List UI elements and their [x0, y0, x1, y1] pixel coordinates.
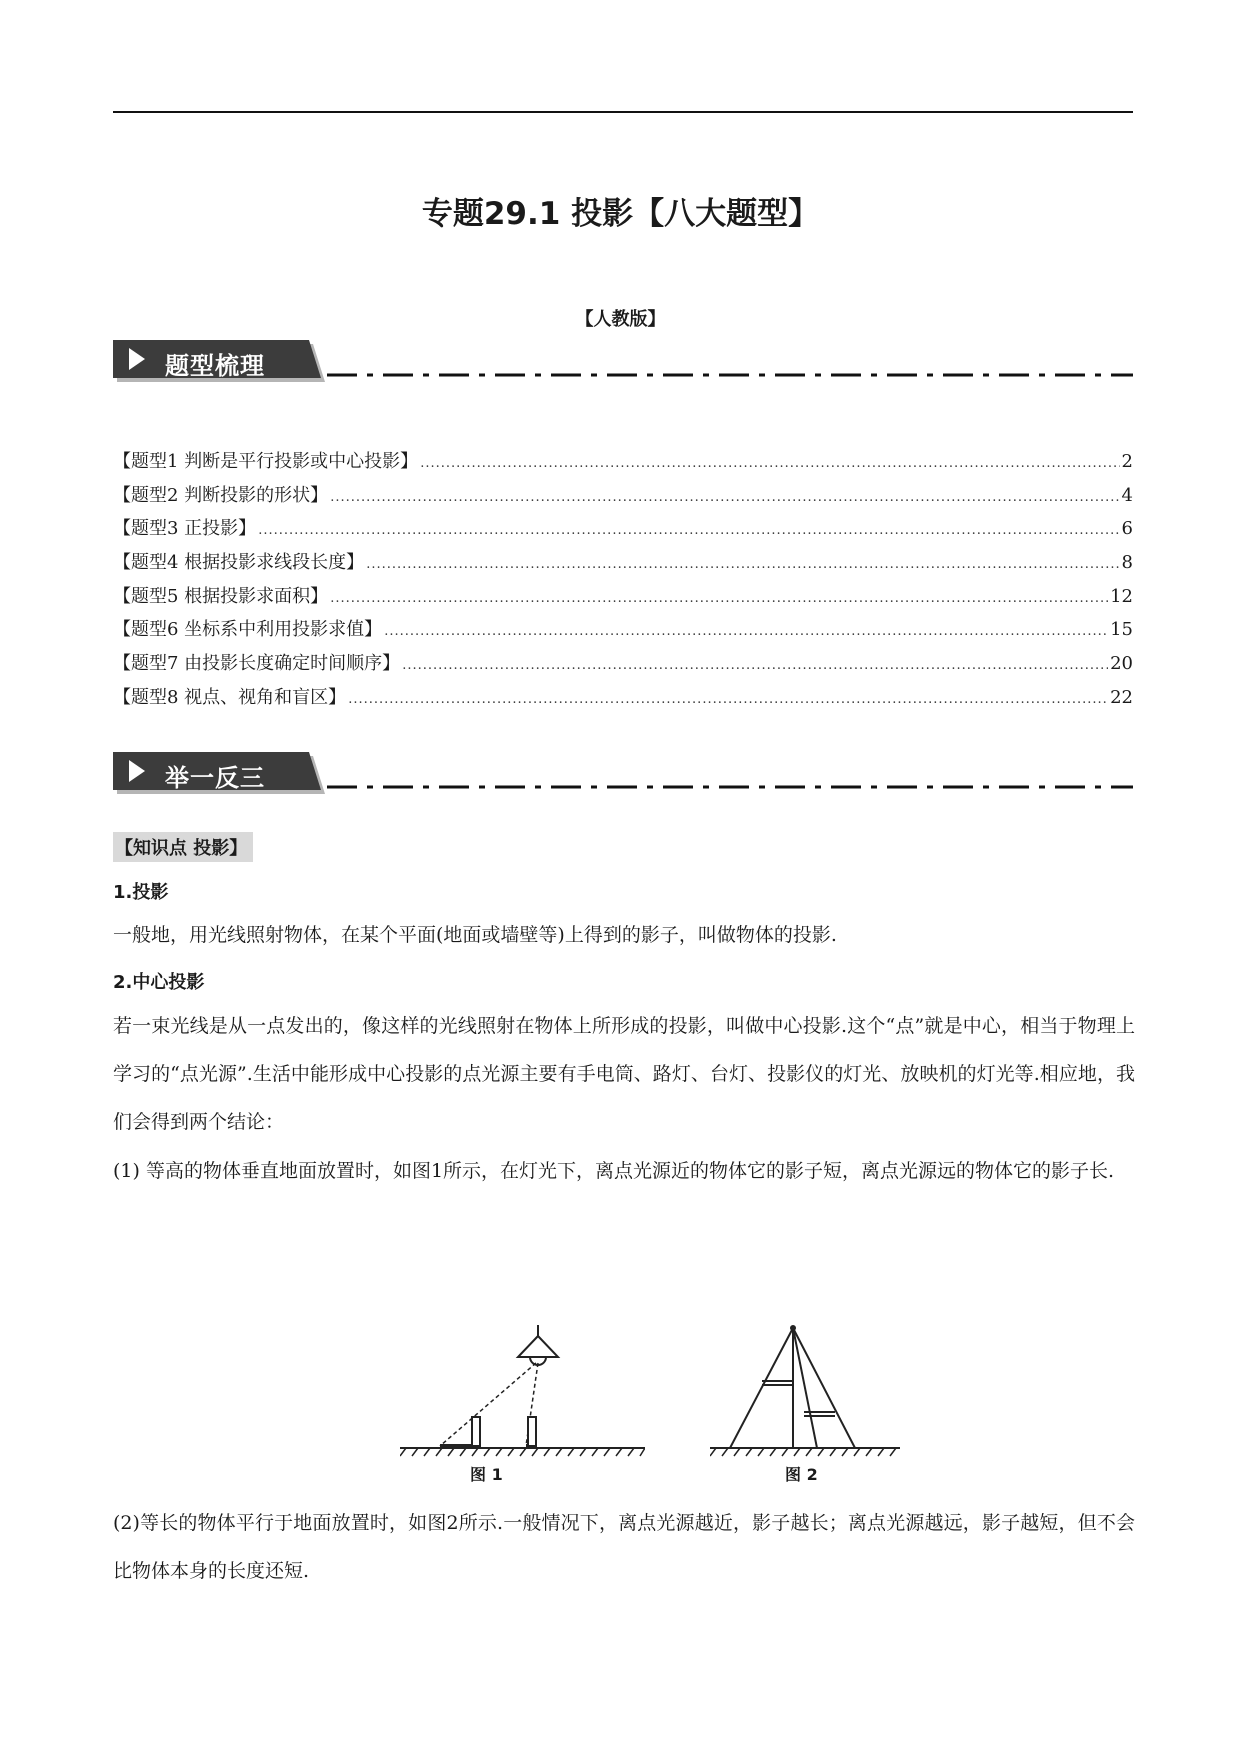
heading-projection: 1.投影 [113, 882, 169, 903]
banner-graphic [113, 750, 1133, 796]
toc-leader [348, 692, 1108, 707]
paragraph-central-projection: 若一束光线是从一点发出的，像这样的光线照射在物体上所形成的投影，叫做中心投影.这个“点”就是中心，相当于物理上学习的“点光源”.生活中能形成中心投影的点光源主要有手电筒、路灯、台灯、投影仪的灯光、放映机的灯光等.相应地，我们会得到两个结论： [113, 1015, 1135, 1133]
paragraph-conclusion-1: (1) 等高的物体垂直地面放置时，如图1所示，在灯光下，离点光源近的物体它的影子短，离点光源远的物体它的影子长. [113, 1160, 1115, 1182]
toc-item-page: 20 [1110, 653, 1133, 675]
toc-item[interactable] [113, 649, 1133, 683]
toc-item-label: 【题型2 判断投影的形状】 [113, 484, 329, 506]
figure-1-diagram [400, 1325, 645, 1470]
toc-item-page: 4 [1121, 484, 1133, 506]
knowledge-point-label: 【知识点 投影】 [113, 832, 253, 862]
toc-leader [330, 591, 1108, 606]
toc-leader [402, 658, 1108, 673]
page-title: 专题29.1 投影【八大题型】 [421, 196, 820, 232]
toc-item-label: 【题型1 判断是平行投影或中心投影】 [113, 451, 419, 472]
table-of-contents [113, 447, 1133, 717]
toc-item-page: 6 [1121, 518, 1133, 540]
toc-item-page: 2 [1121, 451, 1133, 472]
toc-item-label: 【题型6 坐标系中利用投影求值】 [113, 619, 383, 641]
toc-item-page: 12 [1110, 585, 1133, 607]
toc-item[interactable] [113, 447, 1133, 481]
header-rule [113, 111, 1133, 113]
toc-item-label: 【题型8 视点、视角和盲区】 [113, 686, 347, 708]
toc-item-page: 15 [1110, 619, 1133, 641]
paragraph-conclusion-2: (2)等长的物体平行于地面放置时，如图2所示.一般情况下，离点光源越近，影子越长；离点光源越远，影子越短，但不会比物体本身的长度还短. [113, 1512, 1135, 1582]
toc-leader [384, 624, 1108, 639]
toc-item[interactable] [113, 548, 1133, 582]
toc-leader [366, 557, 1119, 572]
toc-item-label: 【题型3 正投影】 [113, 518, 257, 540]
section-banner-practice [113, 750, 1133, 796]
banner-graphic [113, 338, 1133, 384]
toc-item[interactable] [113, 683, 1133, 717]
toc-item[interactable] [113, 582, 1133, 616]
figure-1-caption: 图 1 [470, 1465, 503, 1484]
toc-leader [258, 523, 1119, 538]
toc-item-label: 【题型4 根据投影求线段长度】 [113, 552, 365, 574]
toc-item-label: 【题型5 根据投影求面积】 [113, 585, 329, 607]
toc-item-page: 8 [1121, 552, 1133, 574]
figure-2-caption: 图 2 [785, 1465, 818, 1484]
toc-leader [330, 490, 1119, 505]
edition-label: 【人教版】 [575, 309, 666, 330]
banner-label: 题型梳理 [165, 352, 265, 380]
toc-item[interactable] [113, 615, 1133, 649]
section-banner-toc [113, 338, 1133, 384]
toc-item[interactable] [113, 481, 1133, 515]
banner-label: 举一反三 [165, 764, 265, 792]
toc-item[interactable] [113, 514, 1133, 548]
toc-item-label: 【题型7 由投影长度确定时间顺序】 [113, 653, 401, 675]
heading-central-projection: 2.中心投影 [113, 972, 205, 993]
toc-item-page: 22 [1110, 686, 1133, 708]
figure-2-diagram [710, 1320, 900, 1470]
paragraph-projection: 一般地，用光线照射物体，在某个平面(地面或墙壁等)上得到的影子，叫做物体的投影. [113, 924, 837, 946]
toc-leader [420, 456, 1119, 471]
